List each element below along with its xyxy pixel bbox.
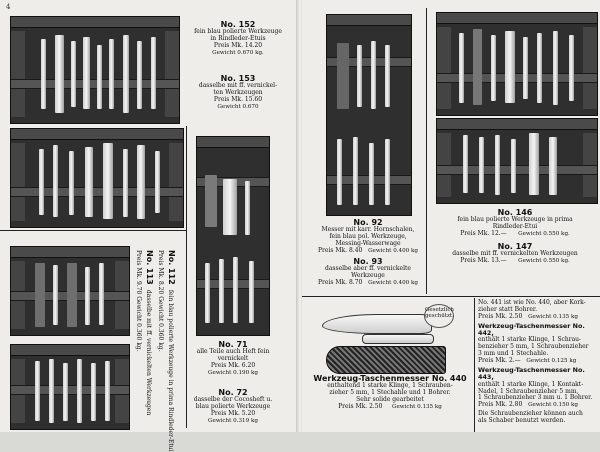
- left-page: [0, 0, 298, 452]
- item-description: 1 Schraubenzieher 3 mm u. 1 Bohrer.: [478, 394, 593, 402]
- item-number: No. 92: [353, 218, 383, 227]
- item-440-caption: [306, 374, 474, 411]
- page-number: 4: [6, 3, 11, 11]
- item-number: No. 153: [220, 74, 256, 83]
- tool-kit-71-illustration: [196, 136, 270, 336]
- tool-kit-112-illustration: [10, 246, 130, 336]
- item-title: Werkzeug-Taschenmesser No. 440: [313, 374, 467, 383]
- item-description: fein blau polierte Werkzeuge: [194, 28, 282, 36]
- item-description: enthält 1 starke Klinge, 1 Kontakt-: [478, 380, 584, 388]
- item-71-caption: [190, 340, 276, 376]
- item-price: Preis Mk. 2.50: [478, 312, 523, 320]
- item-description: blau polierte Werkzeuge: [195, 403, 271, 411]
- item-description: Sehr solide gearbeitet: [356, 395, 424, 403]
- item-price: Preis Mk. 8.40: [318, 246, 363, 254]
- knife-blade-illustration: [322, 314, 432, 334]
- item-weight: Gewicht 0.550 kg.: [518, 230, 570, 237]
- item-price: Preis Mk. 14.20: [213, 41, 263, 49]
- item-description: enthaltend 1 starke Klinge, 1 Schrauben-: [327, 382, 453, 390]
- item-description: fein blau polierte Werkzeuge in prima Rindleder-Etui: [167, 289, 174, 452]
- item-weight: Gewicht 0.400 kg: [368, 279, 418, 286]
- item-title: Werkzeug-Taschenmesser No. 442,: [478, 321, 585, 338]
- item-number: No. 113: [145, 250, 154, 285]
- item-description: Rindleder-Etui: [492, 223, 538, 231]
- item-price: Preis Mk. 8.70: [318, 278, 363, 286]
- item-number: No. 93: [353, 256, 383, 266]
- item-price: Preis Mk. 13.—: [460, 256, 507, 264]
- item-153-caption: [186, 74, 290, 110]
- item-description: Werkzeuge: [351, 271, 385, 279]
- item-weight: Gewicht 0.550 kg.: [518, 257, 570, 264]
- item-price: Preis Mk. 2.—: [478, 357, 521, 365]
- item-description: fein blau polierte Werkzeuge in prima: [457, 216, 573, 224]
- item-92-caption: [308, 218, 428, 287]
- divider: [0, 230, 186, 231]
- item-113-price: [133, 250, 152, 352]
- item-weight: Gewicht 0.190 kg: [208, 369, 258, 376]
- item-number: No. 152: [220, 20, 256, 29]
- divider: [186, 126, 187, 428]
- item-weight: Gewicht 0.135 kg: [391, 403, 442, 410]
- item-description: alle Teile auch Heft fein: [196, 348, 270, 356]
- item-number: No. 146: [497, 208, 533, 217]
- item-description: 3 mm und 1 Stechahle.: [478, 350, 549, 358]
- item-weight: Gewicht 0.319 kg: [208, 417, 258, 424]
- items-441-443-captions: [478, 300, 598, 425]
- divider: [426, 8, 427, 294]
- item-weight: Gewicht 0.125 kg: [526, 358, 577, 365]
- tool-kit-113-illustration: [10, 344, 130, 430]
- item-price: Preis Mk. 9.70 Gewicht 0.360 kg.: [135, 250, 142, 352]
- item-152-caption: [186, 20, 290, 56]
- protected-badge: Gesetzlich geschützt.: [424, 304, 454, 328]
- item-description: benzieher 5 mm, 1 Schraubenzieher: [478, 343, 589, 351]
- item-description: zieher statt Bohrer.: [478, 305, 538, 313]
- item-description: dasselbe mit ff. vernickelten Werkzeugen: [145, 289, 152, 416]
- item-description: dasselbe der Cocosheft u.: [193, 396, 273, 404]
- item-description: in Rindleder-Etuis: [210, 35, 266, 43]
- tool-kit-153-illustration: [10, 128, 184, 228]
- footer-note: Die Schraubenzieher können auch: [478, 410, 583, 418]
- item-description: dasselbe aber ff. vernickelte: [325, 264, 411, 272]
- item-description: Messer mit karr. Hornschalen,: [321, 226, 415, 234]
- item-price: Preis Mk. 8.20 Gewicht 0.360 kg.: [157, 250, 164, 352]
- item-description: Nadel, 1 Schraubenzieher 5 mm,: [478, 387, 579, 395]
- item-description: enthält 1 starke Klinge, 1 Schrau-: [478, 336, 582, 344]
- item-description: zieher 5 mm, 1 Stechahle und 1 Bohrer.: [329, 389, 451, 397]
- item-number: No. 112: [167, 250, 176, 285]
- item-number: No. 147: [497, 241, 533, 251]
- item-price: Preis Mk. 6.20: [210, 361, 256, 369]
- knife-tool-illustration: [362, 334, 434, 344]
- item-price: Preis Mk. 2.80: [478, 401, 523, 409]
- item-description: vernickelt: [217, 355, 249, 363]
- item-price: Preis Mk. 2.50: [338, 402, 383, 410]
- item-weight: Gewicht 0.670 kg.: [212, 49, 264, 56]
- footer-note: als Schaber benutzt werden.: [478, 417, 566, 425]
- tool-kit-92-illustration: [326, 14, 412, 216]
- item-number: No. 72: [218, 388, 248, 397]
- item-description: fein blau pol. Werkzeuge,: [329, 233, 407, 241]
- item-description: dasselbe mit ff. vernickel-: [198, 82, 278, 90]
- item-description: No. 441 ist wie No. 440, aber Kork-: [478, 299, 586, 306]
- item-description: dasselbe mit ff. vernickelten Werkzeugen: [452, 250, 578, 258]
- tool-kit-146-illustration: [436, 12, 598, 116]
- item-price: Preis Mk. 12.—: [460, 229, 507, 237]
- item-description: ten Werkzeugen: [213, 89, 263, 97]
- right-page: [302, 0, 600, 432]
- item-weight: Gewicht 0.670: [217, 103, 259, 110]
- item-number: No. 71: [218, 340, 248, 349]
- divider: [474, 298, 475, 432]
- knife-handle-illustration: [326, 346, 446, 374]
- item-weight: Gewicht 0.150 kg: [528, 402, 578, 409]
- item-146-caption: [432, 208, 598, 265]
- divider: [302, 296, 600, 297]
- tool-kit-152-illustration: [10, 16, 180, 124]
- item-price: Preis Mk. 5.20: [210, 409, 256, 417]
- item-weight: Gewicht 0.400 kg: [368, 247, 418, 254]
- tool-kit-147-illustration: [436, 118, 598, 204]
- item-description: Messing-Wasserwage: [335, 239, 401, 247]
- item-weight: Gewicht 0.135 kg: [528, 313, 578, 320]
- item-title: Werkzeug-Taschenmesser No. 443,: [478, 365, 585, 382]
- item-72-caption: [190, 388, 276, 424]
- item-price: Preis Mk. 15.60: [213, 95, 263, 103]
